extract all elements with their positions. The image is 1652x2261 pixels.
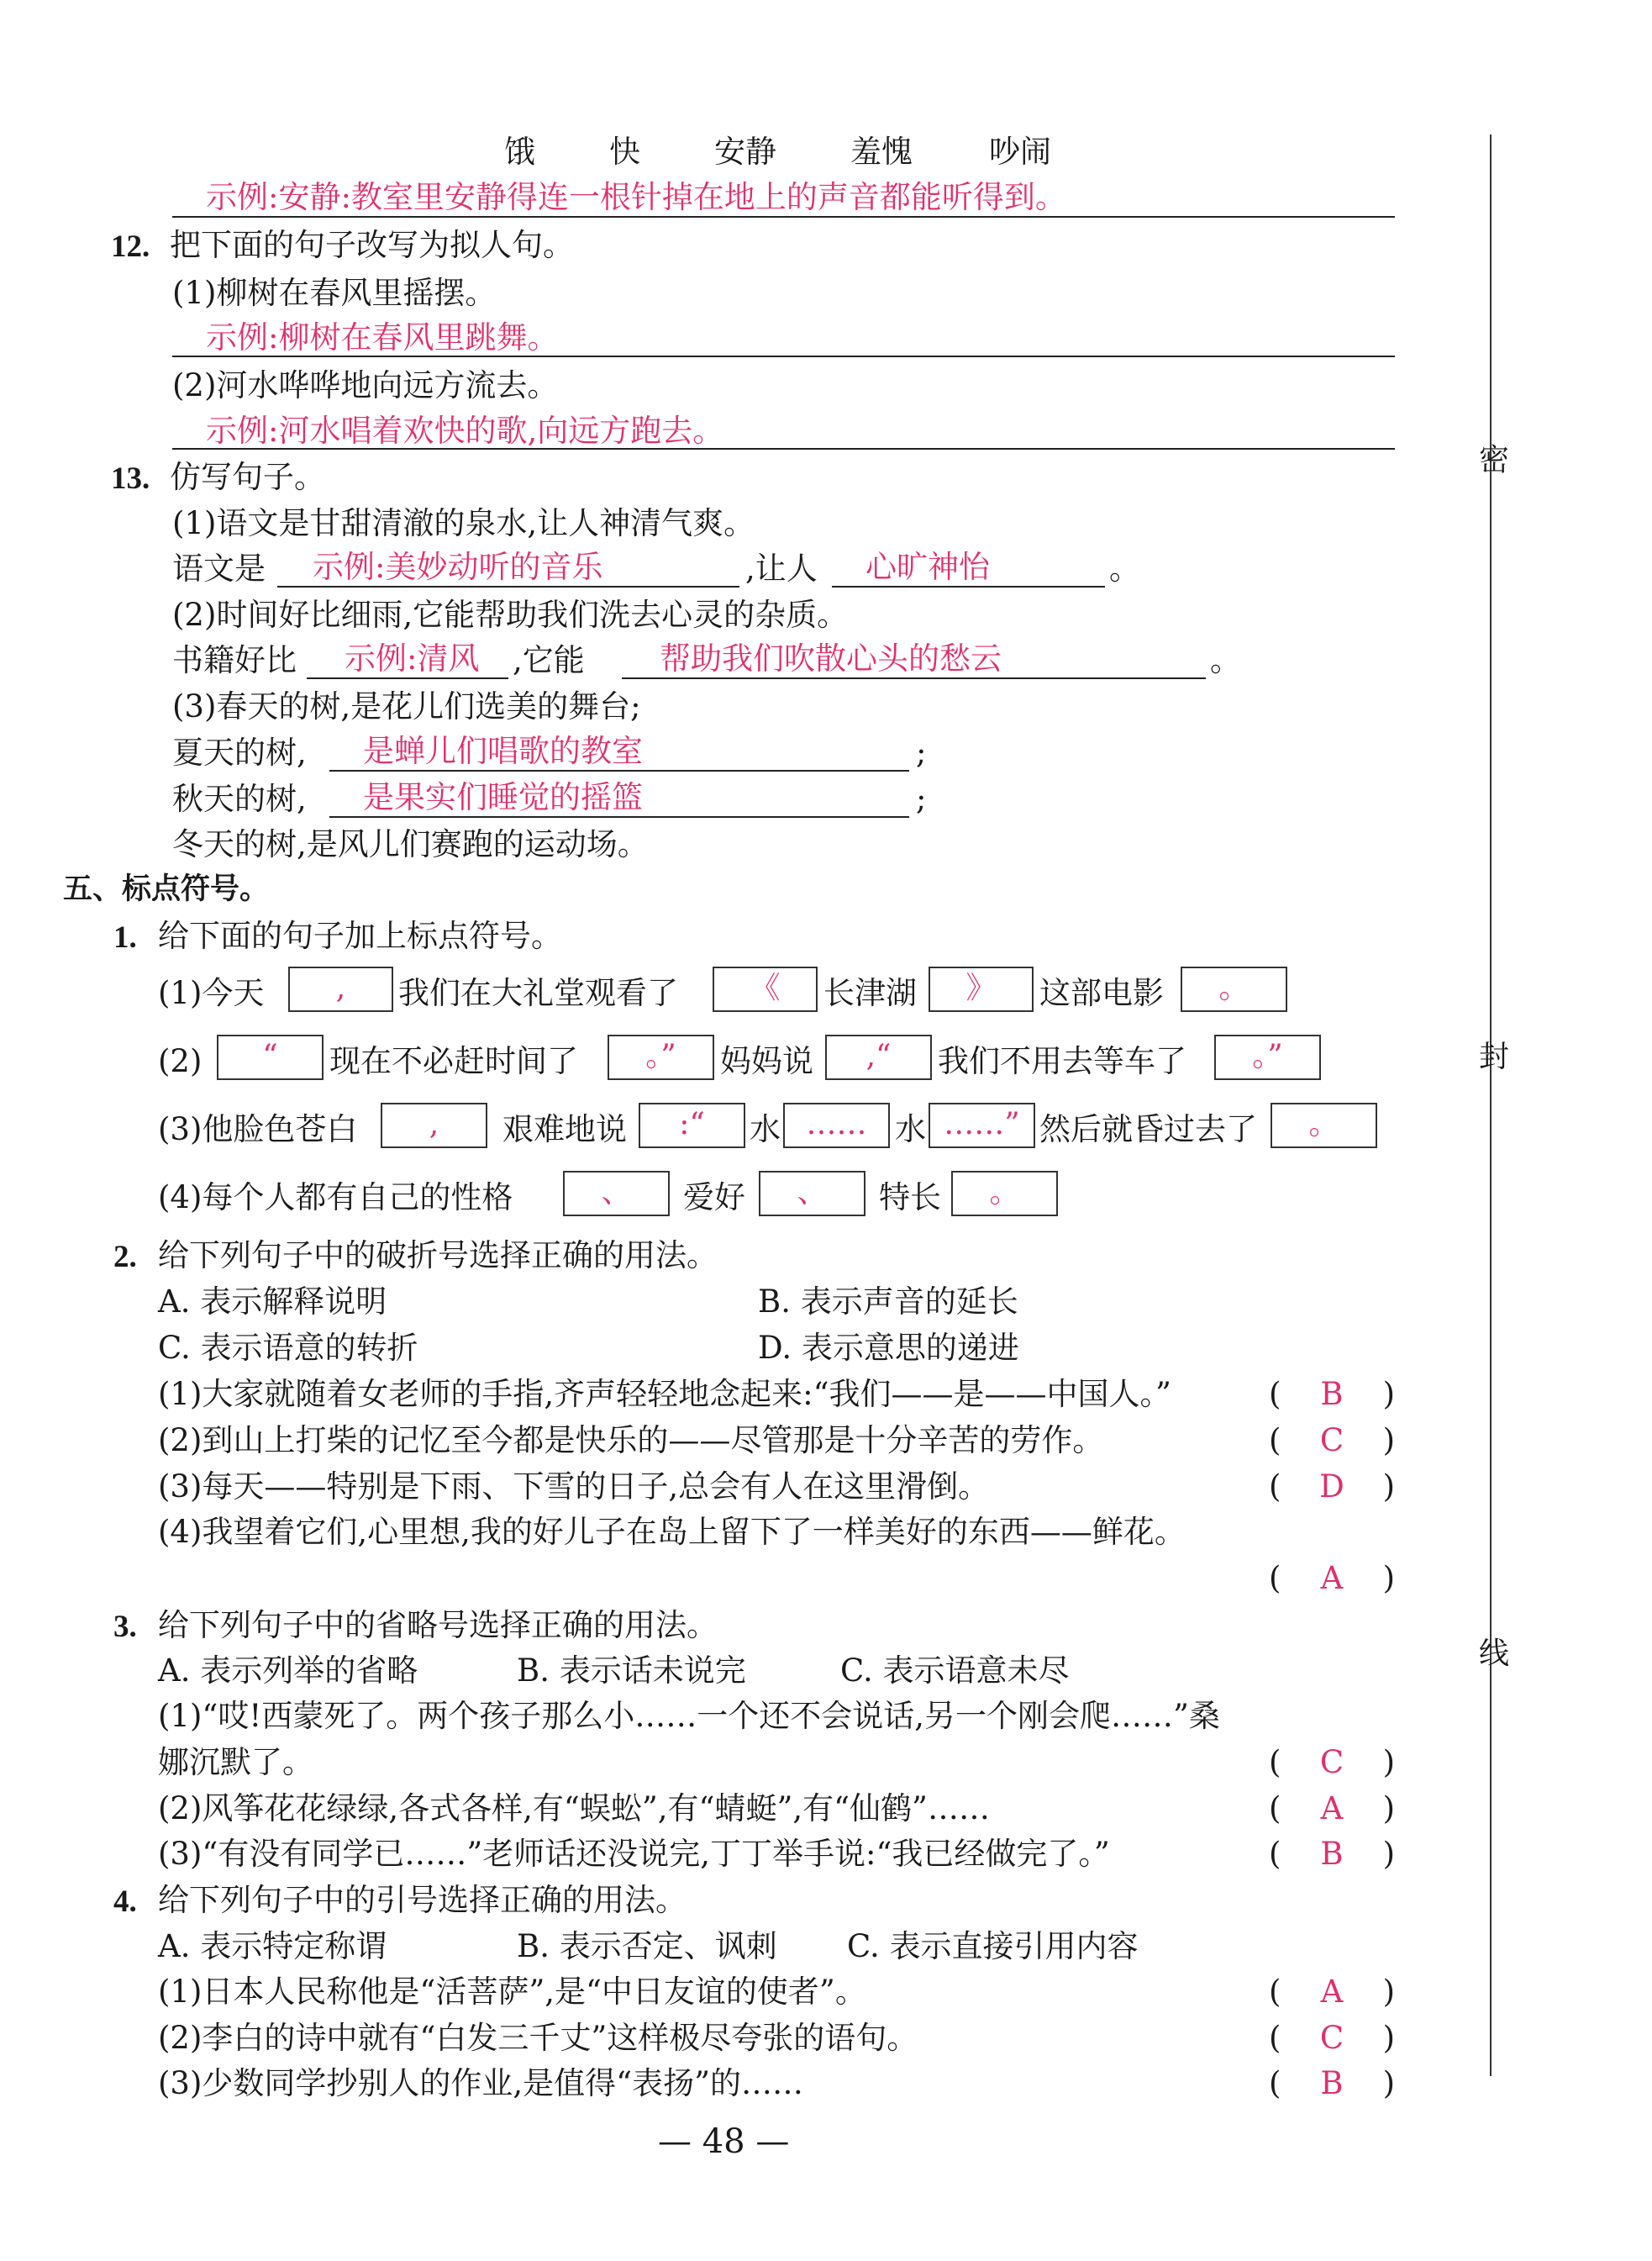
p1-r4-t3: 特长	[879, 1179, 941, 1215]
p1-r3-box3[interactable]: ……	[783, 1103, 890, 1148]
q12-title: 把下面的句子改写为拟人句。	[170, 227, 574, 263]
q13-l1-b: ,让人	[745, 551, 818, 587]
q13-l4-line	[329, 816, 909, 818]
q13-l1-line2	[832, 586, 1105, 588]
q13-l1-ans2: 心旷神怡	[865, 549, 990, 585]
q12-item1-line	[172, 356, 1395, 357]
p1-r2-t1: (2)	[158, 1043, 203, 1079]
p4-number: 4.	[113, 1884, 137, 1919]
p2-item4-answer: ( A )	[1269, 1560, 1395, 1596]
q13-p2: (2)时间好比细雨,它能帮助我们洗去心灵的杂质。	[172, 597, 849, 633]
p1-r2-t3: 妈妈说	[720, 1043, 813, 1079]
q13-p1: (1)语文是甘甜清澈的泉水,让人神清气爽。	[172, 505, 755, 541]
p1-r4-box3[interactable]: 。	[951, 1171, 1058, 1216]
p2-item3: (3)每天——特别是下雨、下雪的日子,总会有人在这里滑倒。	[158, 1468, 990, 1505]
p1-r3-t4: 水	[895, 1111, 926, 1147]
p1-r3-box1[interactable]: ,	[381, 1103, 487, 1148]
q13-l1-line1	[277, 586, 739, 588]
p2-item2-answer: ( C )	[1269, 1422, 1395, 1458]
p1-r2-t2: 现在不必赶时间了	[329, 1043, 578, 1079]
q13-p3: (3)春天的树,是花儿们选美的舞台;	[172, 688, 641, 725]
q12-number: 12.	[111, 229, 150, 264]
p2-item1-answer: ( B )	[1269, 1376, 1395, 1412]
q13-l4-ans: 是果实们睡觉的摇篮	[363, 779, 643, 815]
q13-l3-a: 夏天的树,	[172, 735, 307, 771]
q13-l3-c: ;	[916, 735, 927, 771]
p1-r3-t2: 艰难地说	[502, 1111, 627, 1147]
p4-item1: (1)日本人民称他是“活菩萨”,是“中日友谊的使者”。	[158, 1974, 866, 2010]
p3-number: 3.	[113, 1610, 137, 1644]
top-word-2: 快	[609, 134, 640, 170]
p3-item1-line2: 娜沉默了。	[158, 1744, 313, 1780]
p1-r3-box2[interactable]: :“	[639, 1103, 745, 1148]
p3-title: 给下列句子中的省略号选择正确的用法。	[158, 1607, 718, 1643]
p1-r1-box4[interactable]: 。	[1181, 967, 1287, 1012]
q13-l3-line	[329, 770, 909, 772]
p1-r4-box1[interactable]: 、	[563, 1171, 670, 1216]
side-mark-xian: 线	[1479, 1636, 1510, 1671]
p1-r4-t2: 爱好	[683, 1179, 745, 1215]
q12-item2-answer: 示例:河水唱着欢快的歌,向远方跑去。	[206, 413, 724, 449]
p2-option-d: D. 表示意思的递进	[758, 1330, 1019, 1366]
binding-line	[1490, 134, 1492, 2076]
q11-answer-line	[172, 216, 1395, 218]
top-word-4: 羞愧	[850, 134, 913, 170]
q11-answer: 示例:安静:教室里安静得连一根针掉在地上的声音都能听得到。	[206, 179, 1066, 215]
p3-item1-answer: ( C )	[1269, 1744, 1395, 1780]
p4-item3-answer: ( B )	[1269, 2065, 1395, 2101]
q13-l2-c: 。	[1210, 642, 1241, 678]
p1-r4-t1: (4)每个人都有自己的性格	[158, 1179, 513, 1215]
p4-option-a: A. 表示特定称谓	[158, 1928, 387, 1964]
p1-r2-box1[interactable]: “	[217, 1035, 324, 1080]
p4-option-c: C. 表示直接引用内容	[847, 1928, 1139, 1964]
p1-r1-t1: (1)今天	[158, 975, 265, 1011]
top-word-1: 饿	[504, 134, 535, 170]
q13-number: 13.	[111, 461, 150, 496]
p3-item3: (3)“有没有同学已……”老师话还没说完,丁丁举手说:“我已经做完了。”	[158, 1836, 1110, 1872]
q13-l2-ans2: 帮助我们吹散心头的愁云	[660, 640, 1002, 677]
p1-r1-t4: 这部电影	[1039, 975, 1164, 1011]
q13-l4-a: 秋天的树,	[172, 781, 307, 817]
q13-l5: 冬天的树,是风儿们赛跑的运动场。	[172, 826, 649, 862]
side-mark-feng: 封	[1479, 1040, 1510, 1074]
p2-option-c: C. 表示语意的转折	[158, 1330, 418, 1366]
q13-l1-c: 。	[1109, 551, 1140, 587]
q13-l2-line1	[307, 677, 508, 679]
p1-title: 给下面的句子加上标点符号。	[158, 918, 562, 954]
p4-option-b: B. 表示否定、讽刺	[517, 1928, 777, 1964]
p2-item4: (4)我望着它们,心里想,我的好儿子在岛上留下了一样美好的东西——鲜花。	[158, 1514, 1186, 1550]
p1-r3-box4[interactable]: ……”	[929, 1103, 1035, 1148]
p2-item1: (1)大家就随着女老师的手指,齐声轻轻地念起来:“我们——是——中国人。”	[158, 1376, 1171, 1412]
p3-item2-answer: ( A )	[1269, 1790, 1395, 1826]
p1-r2-box2[interactable]: 。”	[608, 1035, 714, 1080]
q13-l1-ans1: 示例:美妙动听的音乐	[313, 549, 603, 585]
p3-option-a: A. 表示列举的省略	[158, 1652, 418, 1689]
p4-item1-answer: ( A )	[1269, 1974, 1395, 2010]
p2-option-b: B. 表示声音的延长	[758, 1283, 1018, 1320]
q13-title: 仿写句子。	[170, 459, 325, 495]
p1-r3-t1: (3)他脸色苍白	[158, 1111, 358, 1147]
p1-r1-t2: 我们在大礼堂观看了	[398, 975, 678, 1011]
q13-l2-a: 书籍好比	[172, 642, 297, 678]
p3-item1-line1: (1)“哎!西蒙死了。两个孩子那么小……一个还不会说话,另一个刚会爬……”桑	[158, 1698, 1220, 1734]
p1-r2-t4: 我们不用去等车了	[938, 1043, 1186, 1079]
top-word-3: 安静	[714, 134, 776, 170]
p1-r1-box3[interactable]: 》	[929, 967, 1034, 1012]
p1-r1-box2[interactable]: 《	[713, 967, 818, 1012]
section-5-title: 五、标点符号。	[63, 872, 270, 906]
p4-item2-answer: ( C )	[1269, 2020, 1395, 2056]
p2-option-a: A. 表示解释说明	[158, 1283, 387, 1320]
p1-r2-box4[interactable]: 。”	[1214, 1035, 1321, 1080]
p4-title: 给下列句子中的引号选择正确的用法。	[158, 1882, 687, 1918]
q12-item2-line	[172, 448, 1395, 450]
q13-l2-line2	[622, 677, 1206, 679]
p1-r4-box2[interactable]: 、	[759, 1171, 865, 1216]
p2-number: 2.	[113, 1240, 137, 1274]
p1-r3-t5: 然后就昏过去了	[1039, 1111, 1257, 1147]
q13-l4-c: ;	[916, 781, 927, 817]
q13-l2-b: ,它能	[513, 642, 585, 678]
p4-item2: (2)李白的诗中就有“白发三千丈”这样极尽夸张的语句。	[158, 2020, 918, 2056]
q13-l1-a: 语文是	[172, 551, 266, 587]
p1-r2-box3[interactable]: ,“	[825, 1035, 932, 1080]
q13-l3-ans: 是蝉儿们唱歌的教室	[363, 733, 643, 769]
p3-item3-answer: ( B )	[1269, 1836, 1395, 1872]
p2-item2: (2)到山上打柴的记忆至今都是快乐的——尽管那是十分辛苦的劳作。	[158, 1422, 1104, 1458]
q12-item2-prompt: (2)河水哗哗地向远方流去。	[172, 367, 559, 403]
p2-item3-answer: ( D )	[1269, 1468, 1395, 1505]
page-number: — 48 —	[658, 2122, 790, 2161]
p1-r3-t3: 水	[750, 1111, 781, 1147]
top-word-5: 吵闹	[989, 134, 1051, 170]
p3-option-b: B. 表示话未说完	[517, 1652, 746, 1689]
side-mark-mi: 密	[1479, 443, 1510, 477]
p1-number: 1.	[113, 920, 137, 955]
p2-title: 给下列句子中的破折号选择正确的用法。	[158, 1237, 718, 1273]
p1-r1-box1[interactable]: ,	[288, 967, 393, 1012]
q12-item1-answer: 示例:柳树在春风里跳舞。	[206, 319, 559, 356]
p4-item3: (3)少数同学抄别人的作业,是值得“表扬”的……	[158, 2065, 804, 2101]
q12-item1-prompt: (1)柳树在春风里摇摆。	[172, 275, 497, 311]
p3-option-c: C. 表示语意未尽	[840, 1652, 1070, 1689]
p1-r3-box5[interactable]: 。	[1271, 1103, 1377, 1148]
q13-l2-ans1: 示例:清风	[345, 640, 480, 677]
p1-r1-t3: 长津湖	[823, 975, 917, 1011]
p3-item2: (2)风筝花花绿绿,各式各样,有“蜈蚣”,有“蜻蜓”,有“仙鹤”……	[158, 1790, 990, 1826]
